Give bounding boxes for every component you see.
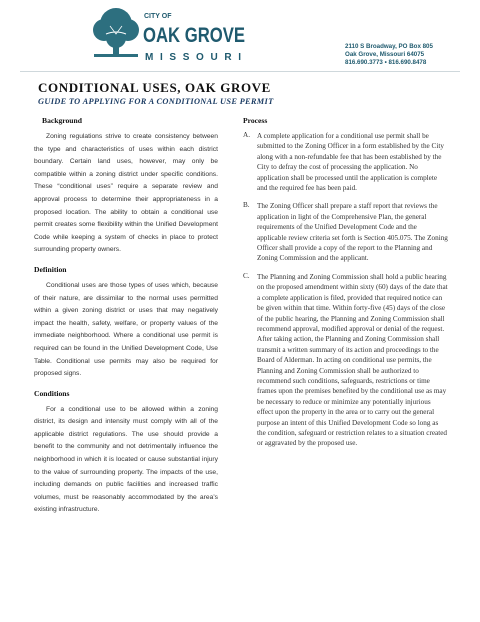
process-heading: Process (243, 116, 268, 125)
definition-paragraph: Conditional uses are those types of uses which, because of their nature, are dissimilar to the normal uses permitted within a given zoning district or uses that may negatively impact the health, safety, welfare, or property values of the immediate neighborhood. Where a conditional use permit is required can be found in the Unified Development Code, Use Table. Conditional use permits may also be required for proposed signs. (34, 281, 218, 378)
process-step-b (243, 201, 448, 263)
contact-info (345, 43, 465, 67)
phone-line: 816.690.3773 • 816.690.8478 (345, 59, 427, 66)
city-logo (88, 4, 248, 70)
right-column (243, 116, 448, 457)
conditions-heading: Conditions (34, 388, 70, 398)
header-divider (20, 71, 460, 72)
definition-heading: Definition (34, 264, 67, 274)
step-letter: A. (243, 131, 250, 139)
address-line: 2110 S Broadway, PO Box 805 (345, 43, 433, 50)
step-text: A complete application for a conditional use permit shall be submitted to the Zoning Officer in a form established by the City along with a non-refundable fee that has been established by the City to defray the cost of processing the application. No application shall be processed until the application is complete and the required fee has been paid. (257, 132, 444, 193)
city-state-line: Oak Grove, Missouri 64075 (345, 51, 425, 58)
page-title: CONDITIONAL USES, OAK GROVE (38, 80, 271, 95)
step-text: The Planning and Zoning Commission shall hold a public hearing on the proposed amendment within sixty (60) days of the date that a complete application is filed, provided that required notice can be given within that time. Within forty-five (45) days of the close of the public hearing, the Planning and Zoning Commission shall recommend approval, modified approval or denial of the request. After taking action, the Planning and Zoning Commission shall transmit a written summary of its action and proceedings to the Board of Alderman. In acting on conditional use permits, the Planning and Zoning Commission shall be authorized to recommend such conditions, safeguards, restrictions or time frames upon the premises benefited by the conditional use as may be necessary to reduce or minimize any potentially injurious effect upon the property in the area or to carry out the general purpose an intent of this Unified Development Code so long as the condition, safeguard or restriction relates to a situation created or aggravated by the proposed use. (257, 272, 448, 448)
background-paragraph: Zoning regulations strive to create consistency between the type and characteristics of uses within each district boundary. Certain land uses, however, may only be compatible within a zoning district under specific conditions. These “conditional uses” require a separate review and approval process to determine their appropriateness in a proposed location. The ability to obtain a conditional use permit creates some flexibility within the Unified Development Code while keeping a system of checks in place to protect surrounding property owners. (34, 133, 218, 254)
step-text: The Zoning Officer shall prepare a staff report that reviews the application in light of the Comprehensive Plan, the general requirements of the Unified Development Code and the applicable review criteria set forth is Section 405.075. The Zoning Officer shall provide a copy of the report to the Planning and Zoning Commission and the applicant. (257, 202, 448, 263)
step-letter: B. (243, 201, 250, 210)
logo-line2: OAK GROVE (143, 24, 245, 47)
step-letter: C. (243, 271, 250, 280)
logo-line1: CITY OF (144, 13, 172, 20)
page-subtitle: GUIDE TO APPLYING FOR A CONDITIONAL USE PERMIT (38, 97, 274, 106)
process-step-c (243, 272, 448, 449)
oak-tree-icon (93, 8, 139, 57)
logo-line3: MISSOURI (145, 52, 241, 63)
letterhead (0, 0, 480, 70)
background-heading: Background (42, 116, 82, 125)
left-column (34, 116, 218, 525)
conditions-paragraph: For a conditional use to be allowed within a zoning district, its design and intensity must comply with all of the applicable district regulations. The use should provide a benefit to the community and not detrimentally influence the neighborhood in which it is located or cause substantial injury to the value of surrounding property. The impacts of the use, including demands on public facilities and increased traffic volumes, must be reasonably accommodated by the area’s existing infrastructure. (34, 405, 218, 514)
process-step-a (243, 131, 448, 193)
